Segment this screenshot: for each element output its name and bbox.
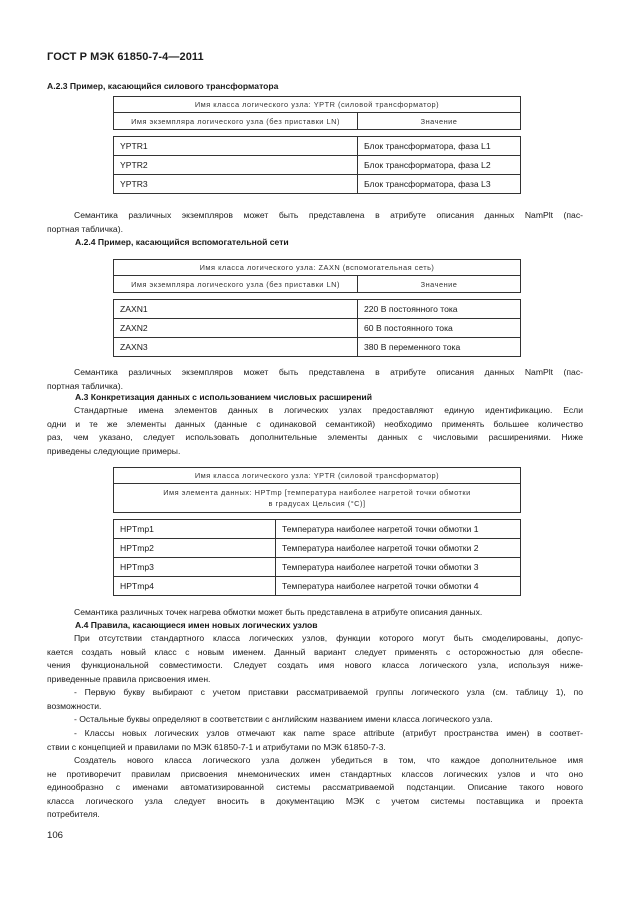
data-element-subtitle: Имя элемента данных: HPTmp [температура наиболее нагретой точки обмотки в градусах Цельсия (°С)] — [114, 484, 521, 513]
data-element-value: Температура наиболее нагретой точки обмотки 3 — [276, 558, 521, 577]
column-header-instance: Имя экземпляра логического узла (без приставки LN) — [114, 276, 358, 293]
instance-value: 380 В переменного тока — [358, 338, 521, 357]
paragraph-rule-other-letters: - Остальные буквы определяют в соответствии с английским названием имени класса логического узла. — [74, 714, 493, 724]
paragraph-creator-responsibility: Создатель нового класса логического узла должен убедиться в том, что каждое дополнительное имя не противоречит правилам присвоения мнемонических имен стандартных классов логических узлов и что оно единообразно с именами автоматизированной системы рассматриваемой подстанции. Описание такого нового класса логического узла следует вносить в документацию МЭК с учетом системы поставщика и проекта потребителя. — [47, 755, 583, 820]
section-heading-a3: А.3 Конкретизация данных с использованием числовых расширений — [75, 392, 372, 402]
instance-value: 220 В постоянного тока — [358, 300, 521, 319]
paragraph-numeric-extensions: Стандартные имена элементов данных в логических узлах предоставляют единую идентификацию. Если одни и те же элементы данных (данные с одинаковой семантикой) необходимо применять большее количество раз, чем указано, следует использовать дополнительные элементы данных с числовыми расширениями. Ниже приведены следующие примеры. — [47, 405, 583, 456]
table-row — [114, 520, 521, 539]
document-header: ГОСТ Р МЭК 61850-7-4—2011 — [47, 51, 204, 63]
instance-name: ZAXN3 — [114, 338, 358, 357]
table-hptmp-data — [113, 467, 521, 596]
table-row — [114, 156, 521, 175]
table-row — [114, 319, 521, 338]
table-row — [114, 338, 521, 357]
data-element-value: Температура наиболее нагретой точки обмотки 4 — [276, 577, 521, 596]
instance-name: YPTR2 — [114, 156, 358, 175]
data-element-name: HPTmp2 — [114, 539, 276, 558]
paragraph-rule-first-letter: - Первую букву выбирают с учетом приставки рассматриваемой группы логического узла (см. таблицу 1), по возможности. — [47, 687, 583, 711]
column-header-instance: Имя экземпляра логического узла (без приставки LN) — [114, 113, 358, 130]
table-spacer — [114, 513, 521, 520]
instance-value: Блок трансформатора, фаза L3 — [358, 175, 521, 194]
table-row — [114, 300, 521, 319]
column-header-value: Значение — [358, 276, 521, 293]
table-row — [114, 539, 521, 558]
section-heading-a24: А.2.4 Пример, касающийся вспомогательной сети — [75, 237, 289, 247]
instance-name: ZAXN1 — [114, 300, 358, 319]
data-element-name: HPTmp3 — [114, 558, 276, 577]
paragraph-namplt-2: Семантика различных экземпляров может быть представлена в атрибуте описания данных NamPlt (пас- портная табличка). — [47, 367, 583, 391]
table-title: Имя класса логического узла: ZAXN (вспомогательная сеть) — [114, 260, 521, 276]
table-zaxn-instances — [113, 259, 521, 357]
section-heading-a4: А.4 Правила, касающиеся имен новых логических узлов — [75, 620, 318, 630]
table-spacer — [114, 293, 521, 300]
paragraph-rule-namespace: - Классы новых логических узлов отмечают как name space attribute (атрибут пространства имен) в соответ- ствии с концепцией и правилами по МЭК 61850-7-1 и атрибутами по МЭК 61850-7-3. — [47, 728, 583, 752]
section-heading-a23: А.2.3 Пример, касающийся силового трансформатора — [47, 81, 279, 91]
data-element-name: HPTmp1 — [114, 520, 276, 539]
instance-value: 60 В постоянного тока — [358, 319, 521, 338]
table-row — [114, 137, 521, 156]
instance-name: ZAXN2 — [114, 319, 358, 338]
table-title: Имя класса логического узла: YPTR (силовой трансформатор) — [114, 468, 521, 484]
table-spacer — [114, 130, 521, 137]
table-title: Имя класса логического узла: YPTR (силовой трансформатор) — [114, 97, 521, 113]
table-yptr-instances — [113, 96, 521, 194]
table-row — [114, 175, 521, 194]
instance-name: YPTR1 — [114, 137, 358, 156]
instance-value: Блок трансформатора, фаза L1 — [358, 137, 521, 156]
instance-name: YPTR3 — [114, 175, 358, 194]
data-element-name: HPTmp4 — [114, 577, 276, 596]
table-row — [114, 577, 521, 596]
column-header-value: Значение — [358, 113, 521, 130]
paragraph-new-ln-intro: При отсутствии стандартного класса логических узлов, функции которого могут быть смоделированы, допус- кается создать новый класс с новым именем. Данный вариант следует применять с осторожностью для обеспе- чения функциональной совместимости. Следует создать имя нового класса логического узла, используя ниже- приведенные правила присвоения имен. — [47, 633, 583, 684]
data-element-value: Температура наиболее нагретой точки обмотки 1 — [276, 520, 521, 539]
table-row — [114, 558, 521, 577]
paragraph-winding-heat: Семантика различных точек нагрева обмотки может быть представлена в атрибуте описания данных. — [74, 607, 483, 617]
data-element-value: Температура наиболее нагретой точки обмотки 2 — [276, 539, 521, 558]
page-number: 106 — [47, 830, 64, 841]
instance-value: Блок трансформатора, фаза L2 — [358, 156, 521, 175]
paragraph-namplt-1: Семантика различных экземпляров может быть представлена в атрибуте описания данных NamPlt (пас- портная табличка). — [47, 210, 583, 234]
